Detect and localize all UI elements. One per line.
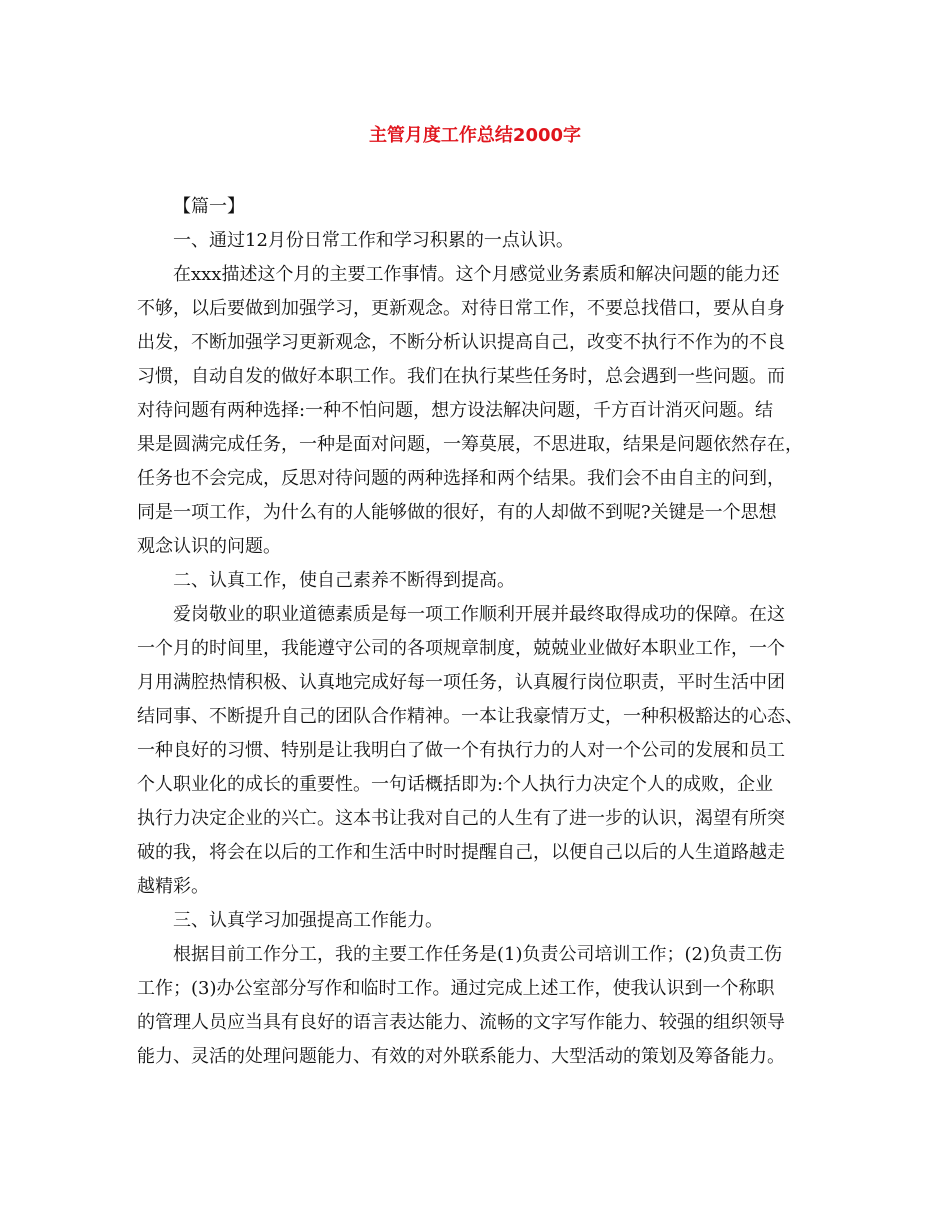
paragraph-1-line-7: 任务也不会完成，反思对待问题的两种选择和两个结果。我们会不由自主的问到，	[137, 468, 785, 489]
paragraph-2-line-1: 爱岗敬业的职业道德素质是每一项工作顺利开展并最终取得成功的保障。在这	[173, 604, 785, 625]
paragraph-2-line-8: 破的我，将会在以后的工作和生活中时时提醒自己，以便自己以后的人生道路越走	[137, 842, 785, 863]
paragraph-1-line-4: 习惯，自动自发的做好本职工作。我们在执行某些任务时，总会遇到一些问题。而	[137, 366, 785, 387]
paragraph-1-line-1: 在xxx描述这个月的主要工作事情。这个月感觉业务素质和解决问题的能力还	[173, 264, 780, 285]
paragraph-2-line-4: 结同事、不断提升自己的团队合作精神。一本让我豪情万丈，一种积极豁达的心态、	[137, 706, 803, 727]
section-heading-1: 一、通过12月份日常工作和学习积累的一点认识。	[173, 230, 574, 251]
paragraph-3-line-2: 工作；(3)办公室部分写作和临时工作。通过完成上述工作，使我认识到一个称职	[137, 978, 775, 999]
section-heading-part-one: 【篇一】	[173, 196, 245, 217]
paragraph-1-line-3: 出发，不断加强学习更新观念，不断分析认识提高自己，改变不执行不作为的不良	[137, 332, 785, 353]
paragraph-2-line-5: 一种良好的习惯、特别是让我明白了做一个有执行力的人对一个公司的发展和员工	[137, 740, 785, 761]
paragraph-1-line-2: 不够，以后要做到加强学习，更新观念。对待日常工作，不要总找借口，要从自身	[137, 298, 785, 319]
paragraph-2-line-2: 一个月的时间里，我能遵守公司的各项规章制度，兢兢业业做好本职业工作，一个	[137, 638, 785, 659]
paragraph-2-line-7: 执行力决定企业的兴亡。这本书让我对自己的人生有了进一步的认识，渴望有所突	[137, 808, 785, 829]
paragraph-1-line-8: 同是一项工作，为什么有的人能够做的很好，有的人却做不到呢?关键是一个思想	[137, 502, 777, 523]
section-heading-2: 二、认真工作，使自己素养不断得到提高。	[173, 570, 515, 591]
paragraph-3-line-1: 根据目前工作分工，我的主要工作任务是(1)负责公司培训工作；(2)负责工伤	[173, 944, 782, 965]
paragraph-3-line-3: 的管理人员应当具有良好的语言表达能力、流畅的文字写作能力、较强的组织领导	[137, 1012, 785, 1033]
section-heading-3: 三、认真学习加强提高工作能力。	[173, 910, 443, 931]
paragraph-3-line-4: 能力、灵活的处理问题能力、有效的对外联系能力、大型活动的策划及筹备能力。	[137, 1046, 785, 1067]
paragraph-2-line-9: 越精彩。	[137, 876, 209, 897]
document-body	[137, 190, 827, 1074]
paragraph-1-line-5: 对待问题有两种选择:一种不怕问题，想方设法解决问题，千方百计消灭问题。结	[137, 400, 774, 421]
paragraph-1-line-6: 果是圆满完成任务，一种是面对问题，一筹莫展，不思进取，结果是问题依然存在，	[137, 434, 803, 455]
paragraph-1-line-9: 观念认识的问题。	[137, 536, 281, 557]
document-title: 主管月度工作总结2000字	[368, 125, 582, 146]
paragraph-2-line-3: 月用满腔热情积极、认真地完成好每一项任务，认真履行岗位职责，平时生活中团	[137, 672, 785, 693]
paragraph-2-line-6: 个人职业化的成长的重要性。一句话概括即为:个人执行力决定个人的成败，企业	[137, 774, 774, 795]
